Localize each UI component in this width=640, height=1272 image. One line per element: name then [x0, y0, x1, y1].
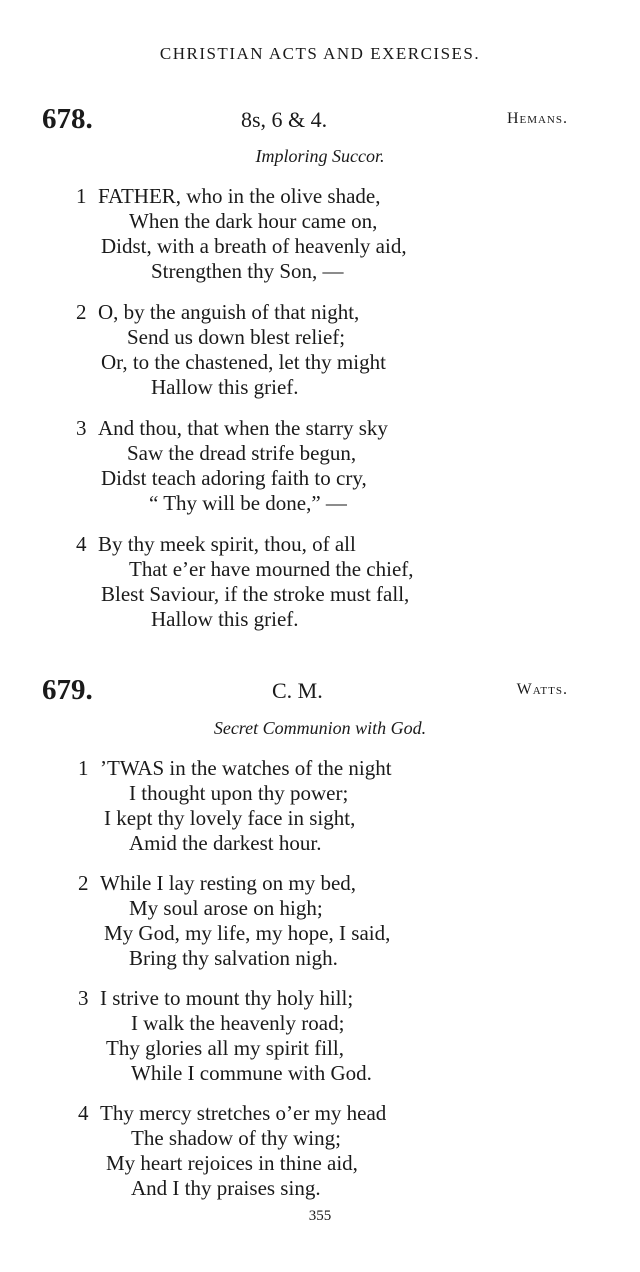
stanza-number: 4 — [76, 532, 87, 556]
hymn-number: 679. — [42, 674, 93, 706]
verse-line: When the dark hour came on, — [129, 209, 378, 233]
verse-line: Saw the dread strife begun, — [127, 441, 357, 465]
verse-line: My God, my life, my hope, I said, — [104, 921, 391, 945]
verse-line: My heart rejoices in thine aid, — [106, 1151, 358, 1175]
verse-line: Strengthen thy Son, — — [151, 259, 344, 283]
verse-line: I walk the heavenly road; — [131, 1011, 345, 1035]
verse-line: Bring thy salvation nigh. — [129, 946, 338, 970]
verse-line: Didst teach adoring faith to cry, — [101, 466, 367, 490]
verse-line: Send us down blest relief; — [127, 325, 346, 349]
verse-line: Didst, with a breath of heavenly aid, — [101, 234, 407, 258]
verse-line: 1 ’TWAS in the watches of the night — [78, 756, 392, 780]
verse-line: Thy glories all my spirit fill, — [106, 1036, 344, 1060]
verse-line: That e’er have mourned the chief, — [129, 557, 414, 581]
verse-line: 2 While I lay resting on my bed, — [78, 871, 357, 895]
hymn-meter: C. M. — [272, 678, 323, 703]
hymn-author: Hemans. — [506, 110, 568, 127]
verse-line: 4 Thy mercy stretches o’er my head — [78, 1101, 387, 1125]
verse-line: I thought upon thy power; — [129, 781, 349, 805]
hymn-subtitle: Imploring Succor. — [255, 146, 385, 166]
hymn-number: 678. — [42, 103, 93, 135]
verse-line: The shadow of thy wing; — [131, 1126, 341, 1150]
verse-line: Hallow this grief. — [151, 375, 299, 399]
verse-line: “ Thy will be done,” — — [149, 491, 347, 515]
verse-line: 3 I strive to mount thy holy hill; — [78, 986, 354, 1010]
stanza-number: 1 — [76, 184, 87, 208]
verse-line: Or, to the chastened, let thy might — [101, 350, 386, 374]
stanza-number: 3 — [76, 416, 87, 440]
verse-line: 2 O, by the anguish of that night, — [76, 300, 360, 324]
verse-line: While I commune with God. — [131, 1061, 372, 1085]
stanza-number: 4 — [78, 1101, 89, 1125]
verse-line: 4 By thy meek spirit, thou, of all — [76, 532, 356, 556]
stanza-number: 2 — [76, 300, 87, 324]
verse-line: And I thy praises sing. — [131, 1176, 321, 1200]
hymn-meter: 8s, 6 & 4. — [241, 107, 328, 132]
verse-line: Amid the darkest hour. — [129, 831, 322, 855]
verse-line: My soul arose on high; — [129, 896, 323, 920]
verse-line: 1 FATHER, who in the olive shade, — [76, 184, 381, 208]
hymn-subtitle: Secret Communion with God. — [213, 718, 427, 738]
page-number: 355 — [308, 1208, 332, 1224]
verse-line: Blest Saviour, if the stroke must fall, — [101, 582, 410, 606]
verse-line: I kept thy lovely face in sight, — [104, 806, 356, 830]
running-head: CHRISTIAN ACTS AND EXERCISES. — [159, 44, 481, 63]
stanza-number: 3 — [78, 986, 89, 1010]
stanza-number: 1 — [78, 756, 89, 780]
stanza-number: 2 — [78, 871, 89, 895]
hymn-author: Watts. — [516, 681, 568, 698]
verse-line: Hallow this grief. — [151, 607, 299, 631]
verse-line: 3 And thou, that when the starry sky — [76, 416, 388, 440]
